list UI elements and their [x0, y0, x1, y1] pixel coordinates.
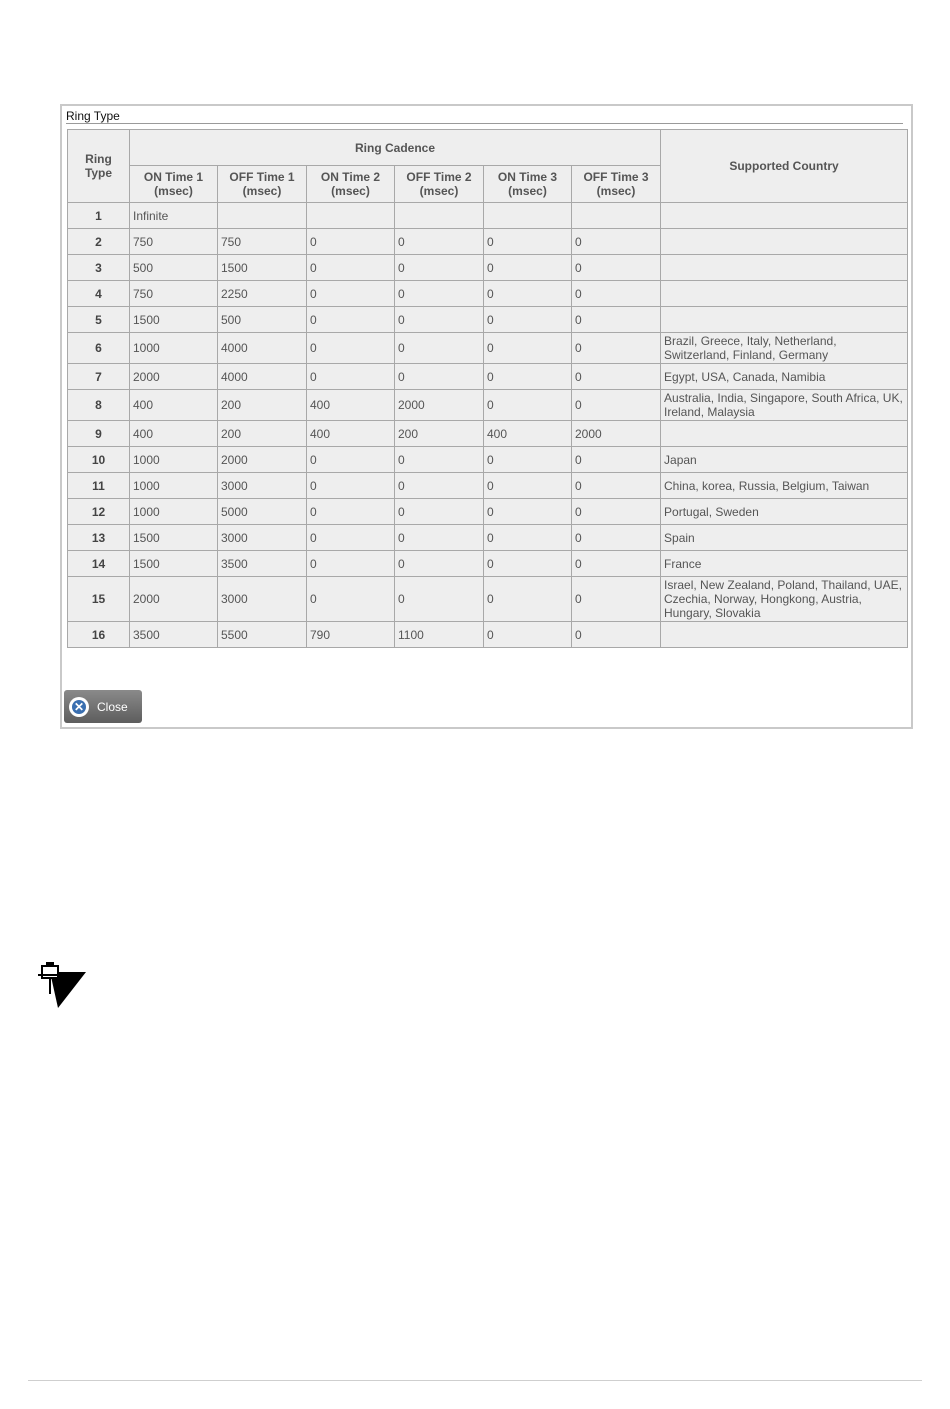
- header-col-2: [218, 166, 307, 203]
- cadence-cell: 0: [395, 229, 484, 255]
- header-col-name: ON Time 1: [143, 170, 204, 184]
- cadence-cell: 1000: [130, 473, 218, 499]
- country-cell: [661, 203, 908, 229]
- cadence-cell: 0: [484, 577, 572, 622]
- ring-type-dialog: [60, 104, 913, 729]
- cadence-cell: 0: [484, 525, 572, 551]
- cadence-cell: 1100: [395, 622, 484, 648]
- country-cell: China, korea, Russia, Belgium, Taiwan: [661, 473, 908, 499]
- cadence-cell: 0: [484, 622, 572, 648]
- cadence-cell: 0: [572, 307, 661, 333]
- cadence-cell: 750: [130, 229, 218, 255]
- cadence-cell: 1500: [130, 525, 218, 551]
- cadence-cell: 0: [307, 229, 395, 255]
- cadence-cell: 0: [572, 364, 661, 390]
- cadence-cell: 400: [130, 421, 218, 447]
- cadence-cell: 750: [130, 281, 218, 307]
- cadence-cell: 0: [572, 622, 661, 648]
- header-col-name: ON Time 3: [497, 170, 558, 184]
- header-col-unit: (msec): [508, 184, 547, 198]
- cadence-cell: 500: [130, 255, 218, 281]
- cadence-cell: 0: [395, 281, 484, 307]
- country-cell: Japan: [661, 447, 908, 473]
- cadence-cell: 0: [395, 499, 484, 525]
- cadence-cell: 0: [484, 255, 572, 281]
- close-x-icon: ✕: [69, 697, 89, 717]
- country-cell: [661, 421, 908, 447]
- cadence-cell: 0: [572, 577, 661, 622]
- cadence-cell: 750: [218, 229, 307, 255]
- cadence-cell: 0: [484, 333, 572, 364]
- cadence-cell: 2000: [395, 390, 484, 421]
- cadence-cell: 0: [307, 551, 395, 577]
- header-col-6: [572, 166, 661, 203]
- cadence-cell: 0: [307, 333, 395, 364]
- cadence-cell: [218, 203, 307, 229]
- cadence-cell: 400: [484, 421, 572, 447]
- cadence-cell: 0: [307, 447, 395, 473]
- table-row: [68, 229, 908, 255]
- ring-type-cell: 5: [68, 307, 130, 333]
- country-cell: Israel, New Zealand, Poland, Thailand, UAE, Czechia, Norway, Hongkong, Austria, Hungary, Slovakia: [661, 577, 908, 622]
- table-row: [68, 281, 908, 307]
- header-col-5: [484, 166, 572, 203]
- cadence-cell: 0: [307, 525, 395, 551]
- cadence-cell: 0: [572, 525, 661, 551]
- country-cell: Brazil, Greece, Italy, Netherland, Switzerland, Finland, Germany: [661, 333, 908, 364]
- cadence-cell: [572, 203, 661, 229]
- country-cell: [661, 229, 908, 255]
- cadence-cell: 0: [484, 390, 572, 421]
- cadence-cell: 2000: [572, 421, 661, 447]
- header-ring-type: Ring Type: [68, 130, 130, 203]
- header-col-unit: (msec): [596, 184, 636, 198]
- cadence-cell: 5500: [218, 622, 307, 648]
- table-row: [68, 390, 908, 421]
- cadence-cell: 1500: [218, 255, 307, 281]
- ring-type-cell: 7: [68, 364, 130, 390]
- table-row: [68, 203, 908, 229]
- cadence-cell: Infinite: [130, 203, 218, 229]
- cadence-cell: 0: [307, 473, 395, 499]
- cadence-cell: 500: [218, 307, 307, 333]
- cadence-cell: 0: [395, 577, 484, 622]
- cadence-cell: 790: [307, 622, 395, 648]
- ring-type-cell: 14: [68, 551, 130, 577]
- cadence-cell: 0: [572, 499, 661, 525]
- header-col-3: [307, 166, 395, 203]
- cadence-cell: 200: [395, 421, 484, 447]
- ring-type-cell: 12: [68, 499, 130, 525]
- header-col-unit: (msec): [331, 184, 370, 198]
- footer-divider: [28, 1380, 922, 1381]
- cadence-cell: 0: [572, 551, 661, 577]
- close-button-label: Close: [97, 699, 128, 714]
- cadence-cell: 0: [307, 364, 395, 390]
- table-row: [68, 421, 908, 447]
- cadence-cell: 0: [395, 255, 484, 281]
- ring-type-cell: 3: [68, 255, 130, 281]
- header-col-unit: (msec): [242, 184, 282, 198]
- cadence-cell: 0: [572, 473, 661, 499]
- cadence-cell: 0: [572, 281, 661, 307]
- header-col-unit: (msec): [154, 184, 193, 198]
- country-cell: [661, 281, 908, 307]
- cadence-cell: 0: [572, 255, 661, 281]
- cadence-cell: 1500: [130, 307, 218, 333]
- cadence-cell: 3000: [218, 577, 307, 622]
- header-supported-country: Supported Country: [661, 130, 908, 203]
- cadence-cell: 200: [218, 421, 307, 447]
- cadence-cell: 3000: [218, 525, 307, 551]
- cadence-cell: 1000: [130, 499, 218, 525]
- table-row: [68, 447, 908, 473]
- cadence-cell: 0: [484, 473, 572, 499]
- table-row: [68, 577, 908, 622]
- cadence-cell: 0: [572, 229, 661, 255]
- cadence-cell: 4000: [218, 333, 307, 364]
- country-cell: Spain: [661, 525, 908, 551]
- header-ring-cadence: Ring Cadence: [130, 130, 661, 166]
- ring-type-cell: 2: [68, 229, 130, 255]
- dialog-title: Ring Type: [66, 109, 120, 123]
- cadence-cell: [307, 203, 395, 229]
- table-row: [68, 473, 908, 499]
- close-button[interactable]: [64, 690, 142, 723]
- cadence-cell: 0: [484, 307, 572, 333]
- cadence-cell: 5000: [218, 499, 307, 525]
- ring-type-cell: 9: [68, 421, 130, 447]
- table-row: [68, 255, 908, 281]
- country-cell: [661, 622, 908, 648]
- table-row: [68, 551, 908, 577]
- cadence-cell: 0: [484, 447, 572, 473]
- country-cell: [661, 307, 908, 333]
- country-cell: France: [661, 551, 908, 577]
- header-col-unit: (msec): [419, 184, 459, 198]
- header-col-name: OFF Time 1: [229, 170, 295, 184]
- ring-type-cell: 11: [68, 473, 130, 499]
- country-cell: Portugal, Sweden: [661, 499, 908, 525]
- cadence-cell: 2000: [130, 577, 218, 622]
- cadence-cell: 0: [307, 499, 395, 525]
- cadence-cell: 0: [307, 281, 395, 307]
- cadence-cell: 2000: [218, 447, 307, 473]
- cadence-cell: 0: [484, 364, 572, 390]
- table-row: [68, 333, 908, 364]
- cadence-cell: 0: [484, 229, 572, 255]
- header-col-name: OFF Time 2: [406, 170, 472, 184]
- ring-type-cell: 1: [68, 203, 130, 229]
- cadence-cell: 0: [395, 364, 484, 390]
- table-row: [68, 307, 908, 333]
- cadence-cell: [395, 203, 484, 229]
- cadence-cell: 0: [395, 551, 484, 577]
- pushpin-note-icon: [36, 962, 88, 1010]
- cadence-cell: 0: [307, 307, 395, 333]
- header-col-4: [395, 166, 484, 203]
- header-col-name: ON Time 2: [320, 170, 381, 184]
- cadence-cell: 0: [307, 255, 395, 281]
- cadence-cell: 400: [307, 390, 395, 421]
- cadence-cell: 0: [395, 525, 484, 551]
- cadence-cell: 1000: [130, 447, 218, 473]
- cadence-cell: 1500: [130, 551, 218, 577]
- country-cell: Australia, India, Singapore, South Africa, UK, Ireland, Malaysia: [661, 390, 908, 421]
- ring-type-table: [67, 129, 908, 648]
- cadence-cell: [484, 203, 572, 229]
- cadence-cell: 2000: [130, 364, 218, 390]
- cadence-cell: 0: [395, 473, 484, 499]
- cadence-cell: 0: [395, 333, 484, 364]
- header-col-name: OFF Time 3: [583, 170, 649, 184]
- ring-type-cell: 4: [68, 281, 130, 307]
- cadence-cell: 0: [395, 307, 484, 333]
- cadence-cell: 0: [395, 447, 484, 473]
- cadence-cell: 2250: [218, 281, 307, 307]
- ring-type-cell: 15: [68, 577, 130, 622]
- cadence-cell: 0: [307, 577, 395, 622]
- table-row: [68, 525, 908, 551]
- country-cell: Egypt, USA, Canada, Namibia: [661, 364, 908, 390]
- table-row: [68, 622, 908, 648]
- cadence-cell: 0: [484, 499, 572, 525]
- cadence-cell: 0: [484, 551, 572, 577]
- title-divider: [66, 123, 903, 124]
- ring-type-cell: 13: [68, 525, 130, 551]
- ring-type-cell: 10: [68, 447, 130, 473]
- cadence-cell: 0: [572, 447, 661, 473]
- cadence-cell: 3500: [130, 622, 218, 648]
- ring-type-cell: 8: [68, 390, 130, 421]
- table-row: [68, 499, 908, 525]
- header-col-1: [130, 166, 218, 203]
- table-row: [68, 364, 908, 390]
- cadence-cell: 0: [572, 390, 661, 421]
- cadence-cell: 400: [130, 390, 218, 421]
- cadence-cell: 400: [307, 421, 395, 447]
- cadence-cell: 3000: [218, 473, 307, 499]
- cadence-cell: 0: [572, 333, 661, 364]
- cadence-cell: 3500: [218, 551, 307, 577]
- cadence-cell: 0: [484, 281, 572, 307]
- cadence-cell: 200: [218, 390, 307, 421]
- ring-type-cell: 6: [68, 333, 130, 364]
- cadence-cell: 4000: [218, 364, 307, 390]
- ring-type-cell: 16: [68, 622, 130, 648]
- country-cell: [661, 255, 908, 281]
- cadence-cell: 1000: [130, 333, 218, 364]
